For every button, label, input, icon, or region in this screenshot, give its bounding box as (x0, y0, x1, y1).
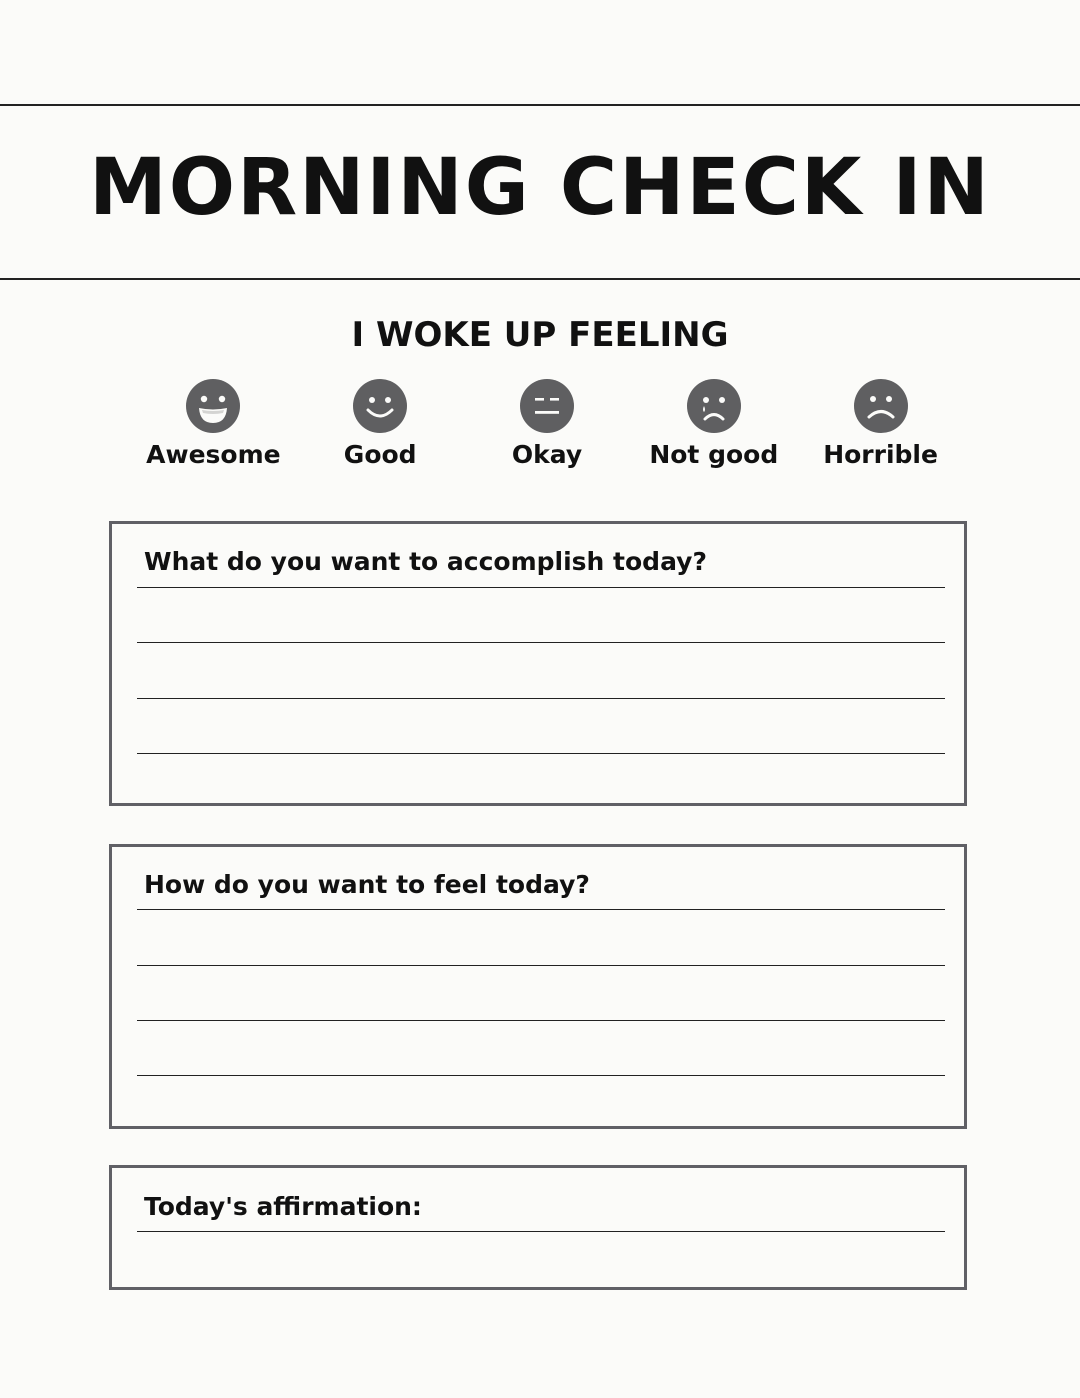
write-line[interactable] (137, 909, 945, 910)
mood-option-awesome[interactable] (130, 378, 297, 472)
accomplish-box (109, 521, 967, 806)
write-line[interactable] (137, 965, 945, 966)
feel-prompt: How do you want to feel today? (144, 870, 590, 899)
smile-icon (352, 378, 408, 434)
bottom-divider (0, 278, 1080, 280)
frown-icon (853, 378, 909, 434)
neutral-face-icon (519, 378, 575, 434)
big-smile-icon (185, 378, 241, 434)
mood-heading: I WOKE UP FEELING (351, 315, 729, 355)
sad-tear-icon (686, 378, 742, 434)
mood-label: Horrible (823, 440, 938, 469)
affirmation-box (109, 1165, 967, 1290)
mood-option-okay[interactable] (464, 378, 631, 472)
accomplish-prompt: What do you want to accomplish today? (144, 547, 707, 576)
mood-label: Okay (511, 440, 583, 469)
affirmation-prompt: Today's affirmation: (144, 1192, 422, 1221)
write-line[interactable] (137, 642, 945, 643)
write-line[interactable] (137, 753, 945, 754)
write-line[interactable] (137, 1075, 945, 1076)
mood-options (130, 378, 964, 472)
mood-label: Not good (649, 440, 779, 469)
top-divider (0, 104, 1080, 106)
mood-option-horrible[interactable] (797, 378, 964, 472)
write-line[interactable] (137, 1231, 945, 1232)
mood-label: Good (343, 440, 417, 469)
page-title: MORNING CHECK IN (89, 143, 991, 233)
write-line[interactable] (137, 587, 945, 588)
write-line[interactable] (137, 1020, 945, 1021)
mood-option-not-good[interactable] (630, 378, 797, 472)
feel-box (109, 844, 967, 1129)
mood-label: Awesome (146, 440, 281, 469)
write-line[interactable] (137, 698, 945, 699)
mood-option-good[interactable] (297, 378, 464, 472)
